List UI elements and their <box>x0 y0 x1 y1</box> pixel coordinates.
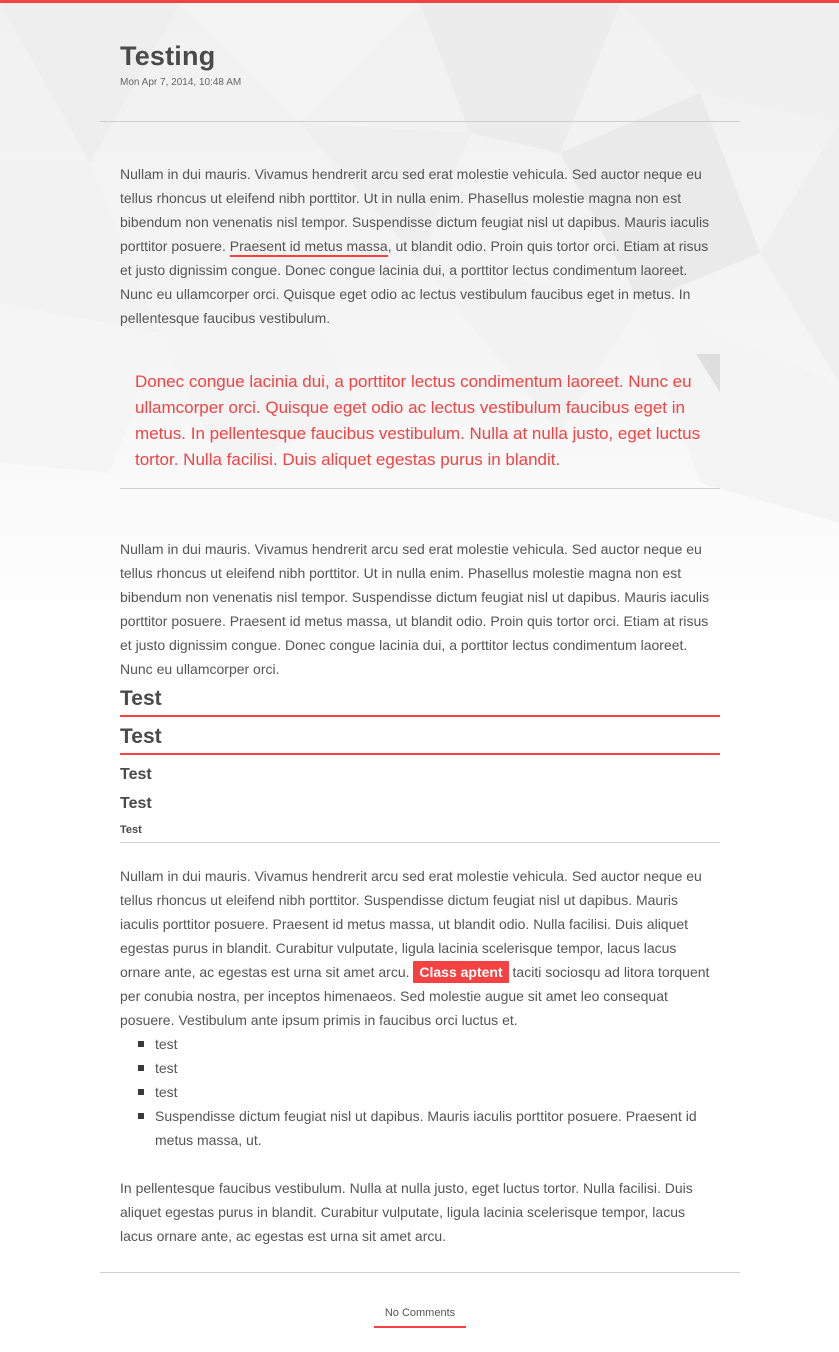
intro-text-end: , ut blandit odio. Proin quis tortor orci. Etiam at risus et justo dignissim congue. Donec congue lacinia dui, a porttitor lectus condimentum laoreet. Nunc eu ullamcorper orci. Quisque eget odio ac lectus vestibulum faucibus eget in metus. In pellentesque faucibus vestibulum. <box>120 238 709 326</box>
comments-section <box>374 1300 466 1328</box>
post-date: Mon Apr 7, 2014, 10:48 AM <box>120 77 242 88</box>
inline-link[interactable]: Praesent id metus massa <box>230 238 388 257</box>
third-paragraph <box>120 864 720 1032</box>
heading-h5: Test <box>120 818 720 843</box>
heading-h1: Test <box>120 684 720 717</box>
quote-text: Donec congue lacinia dui, a porttitor lectus condimentum laoreet. Nunc eu ullamcorper orci. Quisque eget odio ac lectus vestibulum faucibus eget in metus. In pellentesque faucibus vestibulum. Nulla at nulla justo, eget luctus tortor. Nulla facilisi. Duis aliquet egestas purus in blandit. <box>135 372 701 469</box>
intro-text-start: Nullam in dui mauris. Vivamus hendrerit arcu sed erat molestie vehicula. Sed auctor neque eu tellus rhoncus ut eleifend nibh porttitor. Ut in nulla enim. Phasellus molestie magna non est bibendum non venenatis nisl tempor. Suspendisse dictum feugiat nisl ut dapibus. Mauris iaculis porttitor posuere. <box>120 166 710 254</box>
second-paragraph <box>120 537 720 681</box>
third-text-start: Nullam in dui mauris. Vivamus hendrerit arcu sed erat molestie vehicula. Sed auctor neque eu tellus rhoncus ut eleifend nibh porttitor. Suspendisse dictum feugiat nisl ut dapibus. Mauris iaculis porttitor posuere. Praesent id metus massa, ut blandit odio. Nulla facilisi. Duis aliquet egestas purus in blandit. Curabitur vulputate, ligula lacinia scelerisque tempor, lacus lacus ornare ante, ac egestas est urna sit amet arcu. <box>120 868 702 980</box>
list-item: test <box>155 1080 720 1104</box>
heading-h4: Test <box>120 795 152 812</box>
post-title: Testing <box>120 41 216 71</box>
heading-h2: Test <box>120 722 720 755</box>
list-item: test <box>155 1056 720 1080</box>
bullet-list <box>120 1032 720 1152</box>
blockquote <box>120 354 720 489</box>
heading-h3: Test <box>120 766 152 783</box>
third-text-end: taciti sociosqu ad litora torquent per conubia nostra, per inceptos himenaeos. Sed molestie augue sit amet leo consequat posuere. Vestibulum ante ipsum primis in faucibus orci luctus et. <box>120 964 710 1028</box>
intro-paragraph <box>120 162 720 330</box>
comments-link[interactable]: No Comments <box>374 1300 466 1328</box>
post-header <box>120 40 720 90</box>
second-paragraph-text: Nullam in dui mauris. Vivamus hendrerit arcu sed erat molestie vehicula. Sed auctor neque eu tellus rhoncus ut eleifend nibh porttitor. Ut in nulla enim. Phasellus molestie magna non est bibendum non venenatis nisl tempor. Suspendisse dictum feugiat nisl ut dapibus. Mauris iaculis porttitor posuere. Praesent id metus massa, ut blandit odio. Proin quis tortor orci. Etiam at risus et justo dignissim congue. Donec congue lacinia dui, a porttitor lectus condimentum laoreet. Nunc eu ullamcorper orci. <box>120 541 710 677</box>
third-section <box>120 864 720 1248</box>
list-item: Suspendisse dictum feugiat nisl ut dapibus. Mauris iaculis porttitor posuere. Praesent id metus massa, ut. <box>155 1104 720 1152</box>
highlight-tag: Class aptent <box>413 961 508 983</box>
heading-samples <box>120 684 720 843</box>
footer-divider <box>100 1272 740 1273</box>
header-divider <box>100 121 740 122</box>
list-item: test <box>155 1032 720 1056</box>
closing-paragraph: In pellentesque faucibus vestibulum. Nulla at nulla justo, eget luctus tortor. Nulla facilisi. Duis aliquet egestas purus in blandit. Curabitur vulputate, ligula lacinia scelerisque tempor, lacus lacus ornare ante, ac egestas est urna sit amet arcu. <box>120 1180 693 1244</box>
